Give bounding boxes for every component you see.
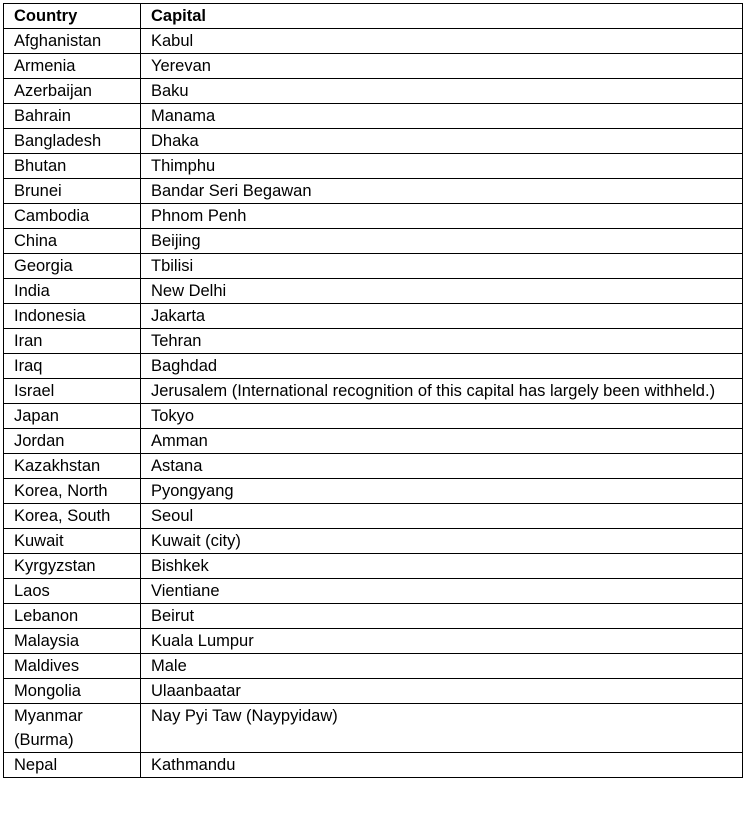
- capital-cell: Thimphu: [141, 154, 743, 179]
- table-row: [4, 379, 743, 404]
- table-row: [4, 279, 743, 304]
- capital-cell: Amman: [141, 429, 743, 454]
- country-cell: Korea, North: [4, 479, 141, 504]
- country-cell: Armenia: [4, 54, 141, 79]
- capital-cell: Baku: [141, 79, 743, 104]
- capital-column-header: Capital: [141, 4, 743, 29]
- country-cell: Iraq: [4, 354, 141, 379]
- country-cell: Lebanon: [4, 604, 141, 629]
- table-row: [4, 79, 743, 104]
- table-row: [4, 229, 743, 254]
- table-row: [4, 629, 743, 654]
- country-cell: Kuwait: [4, 529, 141, 554]
- country-cell: Afghanistan: [4, 29, 141, 54]
- table-row: [4, 654, 743, 679]
- table-row: [4, 604, 743, 629]
- capital-cell: Jakarta: [141, 304, 743, 329]
- table-row: [4, 454, 743, 479]
- table-row: [4, 154, 743, 179]
- country-cell: India: [4, 279, 141, 304]
- table-row: [4, 753, 743, 778]
- capital-cell: Tbilisi: [141, 254, 743, 279]
- capital-cell: Kuala Lumpur: [141, 629, 743, 654]
- capital-cell: Kuwait (city): [141, 529, 743, 554]
- capital-cell: Beijing: [141, 229, 743, 254]
- table-row: [4, 704, 743, 753]
- capital-cell: Kabul: [141, 29, 743, 54]
- country-cell: Bhutan: [4, 154, 141, 179]
- table-row: [4, 354, 743, 379]
- table-row: [4, 104, 743, 129]
- country-cell: Azerbaijan: [4, 79, 141, 104]
- country-cell: Kyrgyzstan: [4, 554, 141, 579]
- table-row: [4, 329, 743, 354]
- country-cell: Brunei: [4, 179, 141, 204]
- country-cell: Iran: [4, 329, 141, 354]
- country-cell: Bangladesh: [4, 129, 141, 154]
- capital-cell: New Delhi: [141, 279, 743, 304]
- country-cell: Malaysia: [4, 629, 141, 654]
- country-capital-table: [3, 3, 743, 778]
- capital-cell: Baghdad: [141, 354, 743, 379]
- capital-cell: Kathmandu: [141, 753, 743, 778]
- country-cell: Nepal: [4, 753, 141, 778]
- table-row: [4, 304, 743, 329]
- capital-cell: Tokyo: [141, 404, 743, 429]
- table-row: [4, 679, 743, 704]
- country-cell: Myanmar (Burma): [4, 704, 141, 753]
- table-row: [4, 254, 743, 279]
- capital-cell: Jerusalem (International recognition of this capital has largely been withheld.): [141, 379, 743, 404]
- country-cell: Israel: [4, 379, 141, 404]
- table-row: [4, 504, 743, 529]
- capital-cell: Bandar Seri Begawan: [141, 179, 743, 204]
- table-row: [4, 179, 743, 204]
- table-row: [4, 554, 743, 579]
- capital-cell: Dhaka: [141, 129, 743, 154]
- capital-cell: Vientiane: [141, 579, 743, 604]
- capital-cell: Nay Pyi Taw (Naypyidaw): [141, 704, 743, 753]
- capital-cell: Astana: [141, 454, 743, 479]
- capital-cell: Phnom Penh: [141, 204, 743, 229]
- table-row: [4, 429, 743, 454]
- capital-cell: Bishkek: [141, 554, 743, 579]
- table-row: [4, 579, 743, 604]
- capital-cell: Tehran: [141, 329, 743, 354]
- table-row: [4, 479, 743, 504]
- country-cell: Kazakhstan: [4, 454, 141, 479]
- table-header-row: [4, 4, 743, 29]
- capital-cell: Manama: [141, 104, 743, 129]
- table-row: [4, 529, 743, 554]
- capital-cell: Yerevan: [141, 54, 743, 79]
- country-cell: Bahrain: [4, 104, 141, 129]
- capital-cell: Beirut: [141, 604, 743, 629]
- country-cell: Laos: [4, 579, 141, 604]
- country-cell: Indonesia: [4, 304, 141, 329]
- country-cell: China: [4, 229, 141, 254]
- table-row: [4, 404, 743, 429]
- table-row: [4, 29, 743, 54]
- country-cell: Cambodia: [4, 204, 141, 229]
- country-cell: Georgia: [4, 254, 141, 279]
- table-row: [4, 54, 743, 79]
- table-row: [4, 129, 743, 154]
- country-cell: Japan: [4, 404, 141, 429]
- country-cell: Korea, South: [4, 504, 141, 529]
- country-column-header: Country: [4, 4, 141, 29]
- capital-cell: Seoul: [141, 504, 743, 529]
- capital-cell: Male: [141, 654, 743, 679]
- capital-cell: Ulaanbaatar: [141, 679, 743, 704]
- country-cell: Jordan: [4, 429, 141, 454]
- table-row: [4, 204, 743, 229]
- country-cell: Maldives: [4, 654, 141, 679]
- country-cell: Mongolia: [4, 679, 141, 704]
- capital-cell: Pyongyang: [141, 479, 743, 504]
- table-body: [4, 29, 743, 778]
